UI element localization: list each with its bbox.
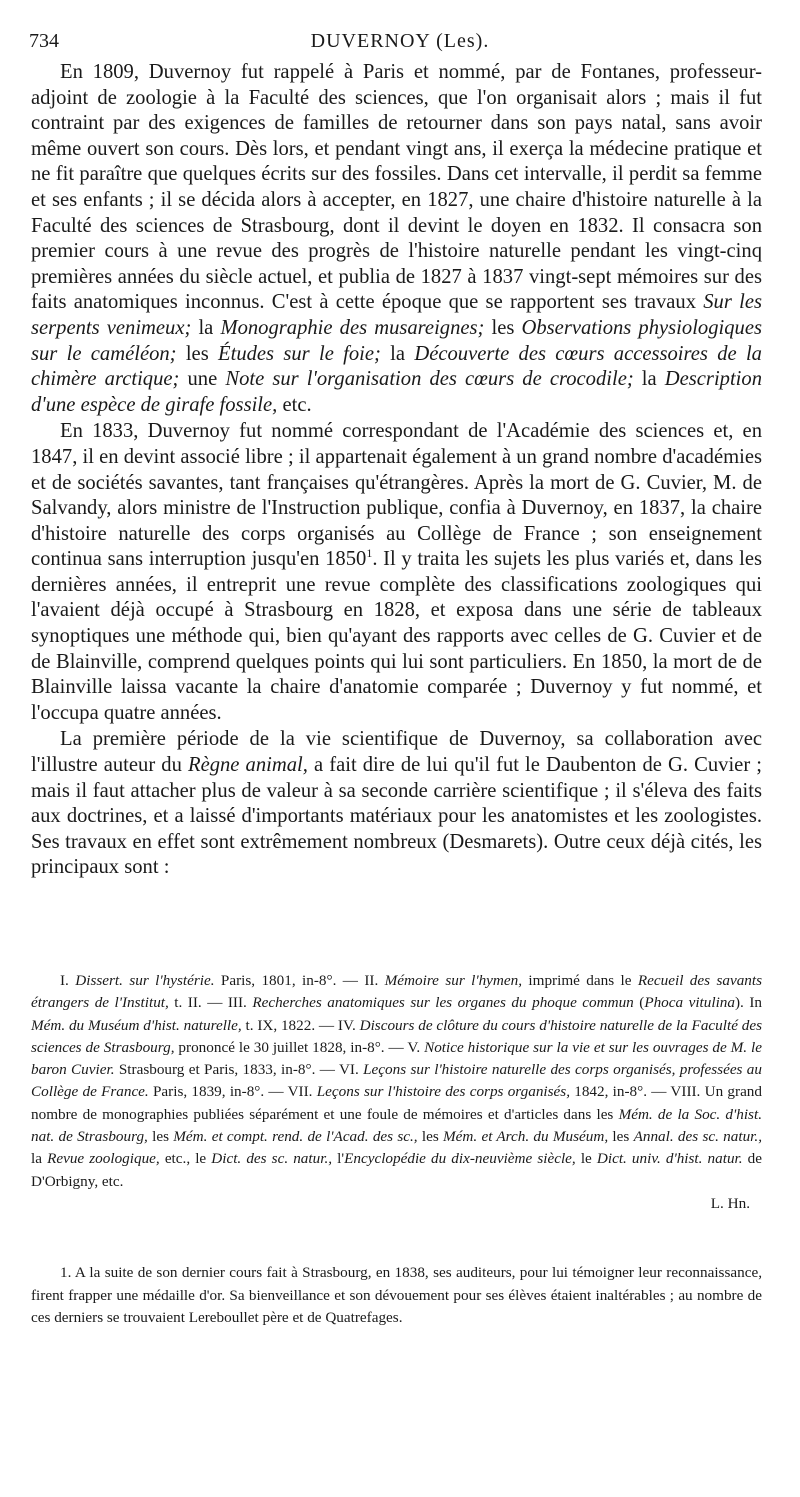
page-header (29, 30, 771, 56)
work-details: etc., le (159, 1150, 212, 1168)
work-details: t. IX, 1822. — IV. (241, 1016, 360, 1034)
paragraph-3 (31, 727, 762, 881)
paragraph-1-text: En 1809, Duvernoy fut rappelé à Paris et nommé, par de Fontanes, professeur-adjoint de zoologie à la Faculté des sciences, que l'on organisait alors ; mais il fut contraint par des exigences de familles de retourner dans son pays natal, sans avoir même ouvert son cours. Dès lors, et pendant vingt ans, il exerça la médecine pratique et ne fit paraître que quelques écrits sur des fossiles. Dans cet intervalle, il perdit sa femme et ses enfants ; il se décida alors à accepter, en 1827, une chaire d'histoire naturelle à la Faculté des sciences de Strasbourg, dont il devint le doyen en 1832. Il consacra son premier cours à une revue des progrès de l'histoire naturelle pendant les vingt-cinq premières années du siècle actuel, et publia de 1827 à 1837 vingt-sept mémoires sur des faits anatomiques inconnus. C'est à cette époque que se rapportent ses travaux (31, 61, 762, 314)
work-title: Annal. des sc. natur., (633, 1128, 762, 1146)
work-title: Recueil des savants étrangers de l'Institut, (31, 972, 763, 1012)
work-title: Leçons sur l'histoire naturelle des corps organisés, professées au Collège de France. (31, 1061, 762, 1101)
work-details: imprimé dans le (522, 972, 638, 989)
list-numeral: I. (60, 972, 76, 989)
work-title: Sur les serpents venimeux; (31, 291, 762, 339)
work-title: Notice historique sur la vie et sur les ouvrages de M. le baron Cuvier. (31, 1038, 762, 1079)
running-title: DUVERNOY (Les). (310, 30, 490, 52)
work-title: Découverte des cœurs accessoires de la chimère arctique; (31, 342, 762, 391)
work-title: Description d'une espèce de girafe fossile, (31, 368, 763, 416)
work-details: les (147, 1128, 174, 1146)
work-title: Leçons sur l'histoire des corps organisés, (316, 1083, 570, 1101)
work-title: Mémoire sur l'hymen, (384, 972, 523, 989)
paragraph-3-text: La première période de la vie scientifique de Duvernoy, sa collaboration avec l'illustre auteur du (31, 728, 762, 777)
work-details: prononcé le 30 juillet 1828, in-8°. — V. (174, 1038, 425, 1056)
work-details: les (417, 1128, 444, 1146)
work-details: t. II. — III. (168, 994, 253, 1012)
work-details: Paris, 1801, in-8°. — II. (214, 972, 385, 989)
work-title: Études sur le foie; (218, 342, 381, 365)
work-title: Phoca vitulina (644, 994, 735, 1012)
work-details: de D'Orbigny, etc. (31, 1150, 762, 1190)
footnote (31, 1262, 762, 1330)
text-connector: la (191, 316, 221, 339)
work-details: Paris, 1839, in-8°. — VII. (148, 1083, 317, 1101)
work-title: Mém. de la Soc. d'hist. nat. de Strasbourg, (31, 1105, 762, 1146)
work-title: Monographie des musareignes; (220, 316, 485, 339)
work-title: Dict. des sc. natur., (211, 1150, 333, 1168)
main-text (31, 60, 762, 881)
paragraph-2-text-cont: . Il y traita les sujets les plus variés et, dans les dernières années, il entreprit une revue complète des classifications zoologiques qui l'avaient déjà occupé à Strasbourg en 1828, et exposa dans une série de tableaux synoptiques une méthode qui, bien qu'ayant des rapports avec celles de G. Cuvier et de de Blainville, comprend quelques points qui lui sont particuliers. En 1850, la mort de de Blainville laissa vacante la chaire d'anatomie comparée ; Duvernoy y fut nommé, et l'occupa quatre années. (31, 548, 762, 724)
work-details: l' (332, 1150, 345, 1168)
works-list-text (31, 970, 762, 1193)
paragraph-2-text: En 1833, Duvernoy fut nommé correspondant de l'Académie des sciences et, en 1847, il en devint associé libre ; il appartenait également à un grand nombre d'académies et de sociétés savantes, tant françaises qu'étrangères. Après la mort de G. Cuvier, M. de Salvandy, alors ministre de l'Instruction publique, confia à Duvernoy, en 1837, la chaire d'histoire naturelle des corps organisés au Collège de France ; son enseignement continua sans interruption jusqu'en 1850 (31, 420, 762, 571)
author-signature: L. Hn. (710, 1194, 750, 1212)
work-title: Mém. du Muséum d'hist. naturelle, (31, 1016, 242, 1034)
page-number: 734 (29, 30, 59, 52)
work-details: ). In (735, 994, 762, 1012)
text-connector: les (176, 342, 219, 365)
work-title: Mém. et compt. rend. de l'Acad. des sc., (173, 1128, 418, 1146)
work-title: Note sur l'organisation des cœurs de crocodile; (225, 368, 634, 391)
work-title: Dict. univ. d'hist. natur. (596, 1150, 743, 1168)
text-connector: la (633, 368, 665, 391)
footnote-reference[interactable]: 1 (366, 546, 373, 561)
text-connector: la (380, 342, 415, 365)
work-details: les (608, 1128, 634, 1146)
work-title: Encyclopédie du dix-neuvième siècle, (344, 1150, 576, 1168)
work-title: Mém. et Arch. du Muséum, (443, 1128, 609, 1146)
work-title: Dissert. sur l'hystérie. (75, 972, 215, 989)
paragraph-1 (31, 60, 762, 418)
work-details: le (575, 1150, 597, 1168)
work-title: Observations physiologiques sur le caméléon; (31, 316, 762, 365)
text-connector: les (484, 316, 522, 339)
work-details: la (31, 1150, 48, 1168)
footnote-text: 1. A la suite de son dernier cours fait à Strasbourg, en 1838, ses auditeurs, pour lui témoigner leur reconnaissance, firent frapper une médaille d'or. Sa bienveillance et son dévouement pour ses élèves étaient inaltérables ; au nombre de ces derniers se trouvaient Lereboullet père et de Quatrefages. (31, 1264, 762, 1327)
paragraph-2 (31, 419, 762, 726)
work-title: Discours de clôture du cours d'histoire naturelle de la Faculté des sciences de Strasbourg, (31, 1016, 763, 1056)
works-list (31, 970, 762, 1215)
work-details: Strasbourg et Paris, 1833, in-8°. — VI. (114, 1061, 364, 1079)
text-connector: etc. (277, 393, 312, 416)
work-details: ( (633, 994, 645, 1012)
work-details: 1842, in-8°. — VIII. Un grand nombre de monographies publiées séparément et une foule de mémoires et d'articles dans les (31, 1083, 762, 1123)
work-title: Revue zoologique, (47, 1150, 160, 1168)
work-title: Recherches anatomiques sur les organes du phoque commun (252, 994, 634, 1012)
work-title: Règne animal, (187, 754, 308, 777)
paragraph-3-text-cont: a fait dire de lui qu'il fut le Daubenton de G. Cuvier ; mais il faut attacher plus de valeur à sa seconde carrière scientifique ; il s'éleva des faits aux doctrines, et a laissé d'importants matériaux pour les anatomistes et les zoologistes. Ses travaux en effet sont extrêmement nombreux (Desmarets). Outre ceux déjà cités, les principaux sont : (31, 754, 762, 879)
text-connector: une (179, 368, 226, 391)
